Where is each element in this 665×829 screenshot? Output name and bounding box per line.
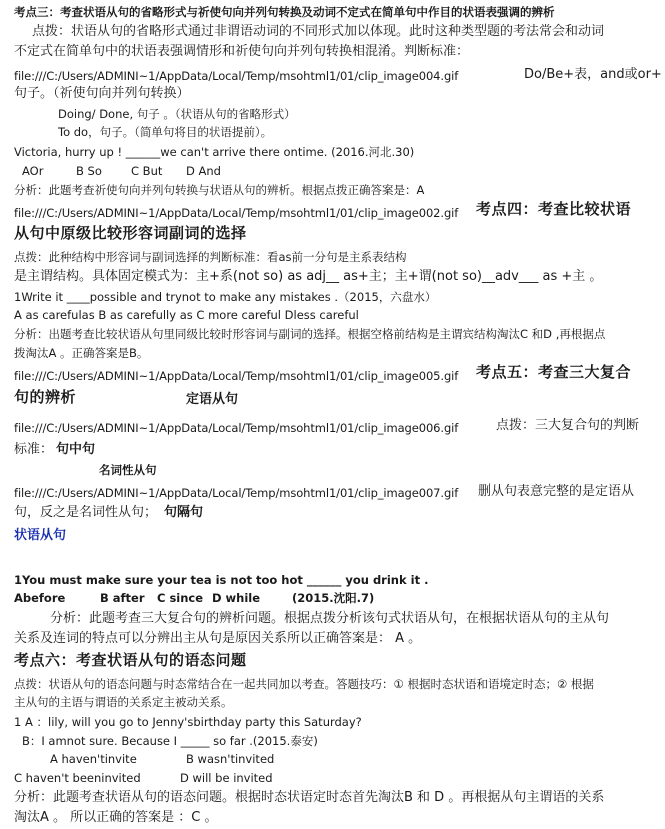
option: B So bbox=[76, 164, 102, 178]
option: D And bbox=[186, 164, 221, 178]
option: Abefore bbox=[14, 591, 66, 605]
option: C since bbox=[157, 591, 204, 605]
option: D while bbox=[212, 591, 261, 605]
heading-4-cont: 从句中原级比较形容词副词的选择 bbox=[14, 224, 247, 242]
text-line: 主从句的主语与谓语的关系定主被动关系。 bbox=[14, 695, 233, 709]
text-line: 点拨：状语从句的省略形式通过非谓语动词的不同形式加以体现。此时这种类型题的考法常会和动词 bbox=[32, 24, 605, 39]
analysis-line: 分析：出题考查比较状语从句里同级比较时形容词与副词的选择。根据空格前结构是主谓宾结构淘汰C 和D ,再根据点 bbox=[14, 327, 606, 341]
option: B after bbox=[100, 591, 145, 605]
label-noun-clause: 名词性从句 bbox=[99, 463, 157, 477]
heading-6: 考点六：考查状语从句的语态问题 bbox=[14, 651, 247, 669]
image-path: file:///C:/Users/ADMINI~1/AppData/Local/Temp/msohtml1/01/clip_image006.gif bbox=[14, 421, 459, 435]
text-line: 点拨：状语从句的语态问题与时态常结合在一起共同加以考查。答题技巧：① 根据时态状语和语境定时态；② 根据 bbox=[14, 677, 594, 691]
heading-4: 考点四：考查比较状语 bbox=[476, 200, 632, 218]
text-line: 句子。（祈使句向并列句转换） bbox=[14, 86, 190, 101]
question-line: 1Write it ____possible and trynot to make any mistakes .（2015，六盘水） bbox=[14, 290, 437, 304]
text-line: Doing/ Done, 句子 。（状语从句的省略形式） bbox=[58, 107, 296, 121]
text-line: 不定式在简单句中的状语表强调情形和祈使句向并列句转换相混淆。判断标准： bbox=[14, 44, 470, 59]
option: D will be invited bbox=[180, 771, 273, 785]
text-line: 点拨：三大复合句的判断 bbox=[496, 418, 640, 433]
heading-5: 考点五：考查三大复合 bbox=[476, 363, 632, 381]
option: C But bbox=[131, 164, 163, 178]
question-line: 1You must make sure your tea is not too hot ______ you drink it . bbox=[14, 573, 429, 587]
label-clause: 句中句 bbox=[56, 442, 96, 457]
label-clause: 句隔句 bbox=[164, 505, 204, 520]
analysis-line: 分析：此题考查祈使句向并列句转换与状语从句的辨析。根据点拨正确答案是：A bbox=[14, 183, 425, 197]
image-path: file:///C:/Users/ADMINI~1/AppData/Local/Temp/msohtml1/01/clip_image004.gif bbox=[14, 69, 459, 83]
analysis-line: 分析：此题考查状语从句的语态问题。根据时态状语定时态首先淘汰B 和 D 。再根据从句主谓语的关系 bbox=[14, 790, 605, 805]
analysis-line: 关系及连词的特点可以分辨出主从句是原因关系所以正确答案是： A 。 bbox=[14, 631, 422, 646]
text-line: 点拨：此种结构中形容词与副词选择的判断标准：看as前一分句是主系表结构 bbox=[14, 250, 407, 264]
analysis-line: 拨淘汰A 。正确答案是B。 bbox=[14, 346, 149, 360]
option: AOr bbox=[22, 164, 44, 178]
source-note: (2015.沈阳.7) bbox=[292, 591, 375, 605]
label-adverbial-clause: 状语从句 bbox=[14, 528, 67, 543]
analysis-line: 淘汰A 。 所以正确的答案是 ：C 。 bbox=[14, 810, 218, 825]
question-line: Victoria, hurry up ! ______we can't arrive there ontime. (2016.河北.30) bbox=[14, 145, 415, 159]
analysis-line: 分析：此题考查三大复合句的辨析问题。根据点拨分析该句式状语从句，在根据状语从句的主从句 bbox=[50, 611, 610, 626]
image-path: file:///C:/Users/ADMINI~1/AppData/Local/Temp/msohtml1/01/clip_image002.gif bbox=[14, 206, 459, 220]
option: A haven'tinvite bbox=[50, 752, 137, 766]
text-line: 句，反之是名词性从句； bbox=[14, 505, 158, 520]
option: B wasn'tinvited bbox=[186, 752, 275, 766]
text-line: Do/Be+表，and或or+ bbox=[524, 67, 662, 82]
text-line: 是主谓结构。具体固定模式为：主+系(not so) as adj__ as+主；主+谓(not so)__adv___ as +主 。 bbox=[14, 269, 603, 284]
image-path: file:///C:/Users/ADMINI~1/AppData/Local/Temp/msohtml1/01/clip_image005.gif bbox=[14, 369, 459, 383]
option: C haven't beeninvited bbox=[14, 771, 141, 785]
heading-3: 考点三：考查状语从句的省略形式与祈使句向并列句转换及动词不定式在简单句中作目的状语表强调的辨析 bbox=[14, 5, 555, 19]
label-attributive: 定语从句 bbox=[186, 392, 239, 407]
text-line: 删从句表意完整的是定语从 bbox=[478, 484, 635, 499]
image-path: file:///C:/Users/ADMINI~1/AppData/Local/Temp/msohtml1/01/clip_image007.gif bbox=[14, 486, 459, 500]
options-line: A as carefulas B as carefully as C more careful Dless careful bbox=[14, 308, 359, 322]
dialogue-line: 1 A ：lily, will you go to Jenny'sbirthday party this Saturday? bbox=[14, 715, 362, 729]
text-line: To do，句子。（简单句将目的状语提前）。 bbox=[58, 125, 273, 139]
heading-5-cont: 句的辨析 bbox=[14, 388, 77, 406]
text-line: 标准： bbox=[14, 442, 54, 457]
dialogue-line: B：I amnot sure. Because I _____ so far .(2015.泰安) bbox=[22, 734, 318, 748]
